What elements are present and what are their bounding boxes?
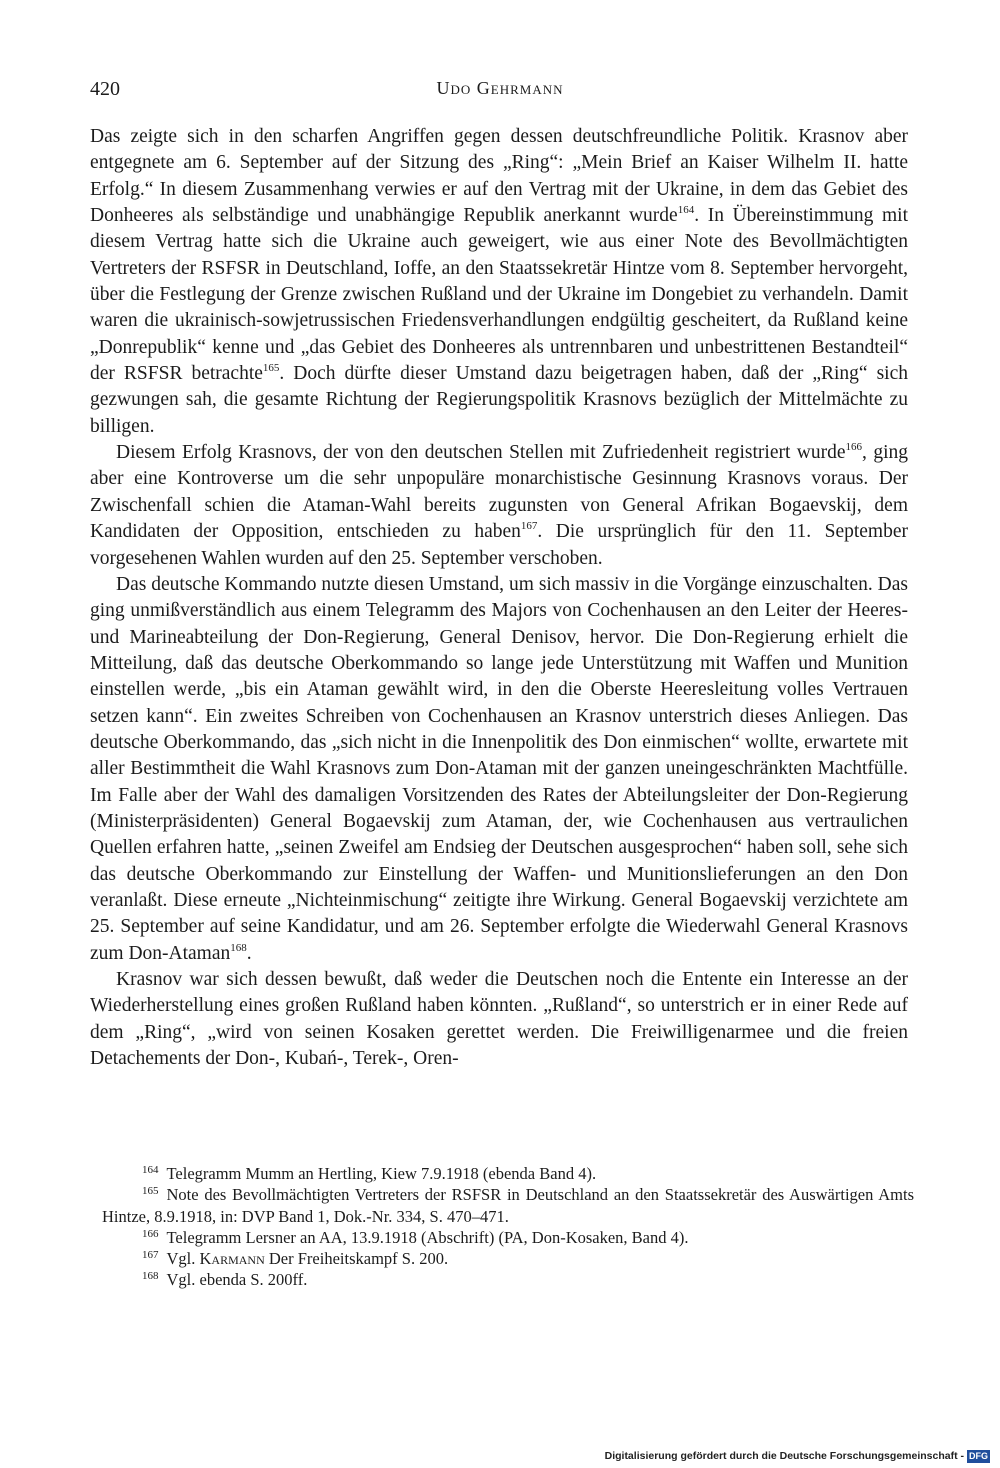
paragraph: [90, 440, 908, 572]
footnote-reference: 164: [677, 204, 695, 217]
footnote-text: Der Freiheitskampf S. 200.: [264, 1249, 449, 1269]
page-number: 420: [90, 78, 120, 100]
footnote-reference: 165: [262, 362, 280, 375]
footnote-text: Telegramm Mumm an Hertling, Kiew 7.9.1918 (ebenda Band 4).: [166, 1164, 597, 1183]
paragraph-text: . Doch dürfte dieser Umstand dazu beigetragen haben, daß der „Ring“ sich gezwungen sah, die gesamte Richtung der Regierungspolitik Krasnovs bezüglich der Mittelmächte zu billigen.: [90, 363, 908, 437]
dfg-logo: DFG: [969, 1450, 988, 1461]
footnote: [102, 1248, 914, 1269]
paragraph-text: Diesem Erfolg Krasnovs, der von den deutschen Stellen mit Zufriedenheit registriert wurde: [116, 442, 846, 464]
footnote: [102, 1269, 914, 1290]
paragraph: [90, 124, 908, 440]
paragraph-text: .: [246, 942, 252, 964]
footnote-number: 168: [142, 1270, 159, 1283]
footnote-number: 165: [142, 1185, 159, 1198]
paragraph-text: . Die ursprünglich für den 11. September vorgesehenen Wahlen wurden auf den 25. September verschoben.: [90, 521, 909, 569]
footnote-prefix: Vgl.: [166, 1249, 200, 1269]
footnote: [102, 1184, 914, 1227]
paragraph: [90, 572, 908, 967]
funding-notice: [605, 1449, 990, 1463]
paragraph-text: . In Übereinstimmung mit diesem Vertrag hatte sich die Ukraine auch geweigert, wie aus einer Note des Bevollmächtigten Vertreters der RSFSR in Deutschland, Ioffe, an den Staatssekretär Hintze vom 8. September hervorgeht, über die Festlegung der Grenze zwischen Rußland und der Ukraine im Dongebiet zu verhandeln. Damit waren die ukrainisch-sowjetrussischen Friedensverhandlungen endgültig gescheitert, da Rußland keine „Donrepublik“ kenne und „das Gebiet des Donheeres als untrennbaren und unbestrittenen Bestandteil“ der RSFSR betrachte: [90, 205, 908, 385]
body-text: [90, 124, 908, 1072]
footnote-text: Telegramm Lersner an AA, 13.9.1918 (Abschrift) (PA, Don-Kosaken, Band 4).: [166, 1227, 689, 1247]
footnote-author: Karmann: [199, 1249, 265, 1269]
footnote: [102, 1163, 914, 1184]
paragraph-text: Das deutsche Kommando nutzte diesen Umstand, um sich massiv in die Vorgänge einzuschalten. Das ging unmißverständlich aus einem Telegramm des Majors von Cochenhausen an den Leiter der Heeres- und Marineabteilung der Don-Regierung, General Denisov, hervor. Die Don-Regierung erhielt die Mitteilung, daß das deutsche Oberkommando so lange jede Unterstützung mit Waffen und Munition einstellen werde, „bis ein Ataman gewählt wird, in den die Oberste Heeresleitung volles Vertrauen setzen kann“. Ein zweites Schreiben von Cochenhausen an Krasnov unterstrich dieses Anliegen. Das deutsche Oberkommando, das „sich nicht in die Innenpolitik des Don einmischen“ wollte, erwartete mit aller Bestimmtheit die Wahl Krasnovs zum Don-Ataman mit der ganzen uneingeschränkten Machtfülle. Im Falle aber der Wahl des damaligen Vorsitzenden des Rates der Abteilungsleiter der Don-Regierung (Ministerpräsidenten) General Bogaevskij zum Ataman, der, wie Cochenhausen aus vertraulichen Quellen erfahren hatte, „seinen Zweifel am Endsieg der Deutschen ausgesprochen“ haben soll, sehe sich das deutsche Oberkommando zur Einstellung der Waffen- und Munitionslieferungen an den Don veranlaßt. Diese erneute „Nichteinmischung“ zeitigte ihre Wirkung. General Bogaevskij verzichtete am 25. September auf seine Kandidatur, und am 26. September erfolgte die Wiederwahl General Krasnovs zum Don-Ataman: [90, 573, 908, 964]
footnote: [102, 1227, 914, 1248]
paragraph-text: Krasnov war sich dessen bewußt, daß weder die Deutschen noch die Entente ein Interesse an der Wiederherstellung eines großen Rußland haben könnten. „Rußland“, so unterstrich er in einer Rede auf dem „Ring“, „wird von seinen Kosaken gerettet werden. Die Freiwilligenarmee und die freien Detachements der Don-, Kubań-, Terek-, Oren-: [90, 969, 908, 1070]
paragraph-text: , ging aber eine Kontroverse um die sehr unpopuläre monarchistische Gesinnung Krasnovs voraus. Der Zwischenfall schien die Ataman-Wahl bereits zugunsten von General Afrikan Bogaevskij, dem Kandidaten der Opposition, entschieden zu haben: [90, 442, 908, 543]
footnote-number: 164: [142, 1164, 159, 1176]
footnote-number: 166: [142, 1227, 159, 1240]
footnote-text: Vgl. ebenda S. 200ff.: [166, 1270, 308, 1290]
footnotes: [102, 1163, 914, 1291]
footnote-number: 167: [142, 1249, 159, 1262]
footnote-reference: 167: [520, 520, 538, 533]
running-head: Udo Gehrmann: [436, 78, 564, 98]
paragraph: [90, 967, 908, 1072]
funding-notice-text: Digitalisierung gefördert durch die Deutsche Forschungsgemeinschaft -: [604, 1450, 964, 1462]
footnote-reference: 168: [230, 941, 247, 954]
footnote-reference: 166: [845, 441, 863, 454]
paragraph-text: Das zeigte sich in den scharfen Angriffen gegen dessen deutschfreundliche Politik. Krasnov aber entgegnete am 6. September auf der Sitzung des „Ring“: „Mein Brief an Kaiser Wilhelm II. hatte Erfolg.“ In diesem Zusammenhang verwies er auf den Vertrag mit der Ukraine, in dem das Gebiet des Donheeres als selbständige und unabhängige Republik anerkannt wurde: [90, 126, 908, 227]
footnote-text: Note des Bevollmächtigten Vertreters der RSFSR in Deutschland an den Staatssekretär des Auswärtigen Amts Hintze, 8.9.1918, in: DVP Band 1, Dok.-Nr. 334, S. 470–471.: [102, 1185, 914, 1226]
